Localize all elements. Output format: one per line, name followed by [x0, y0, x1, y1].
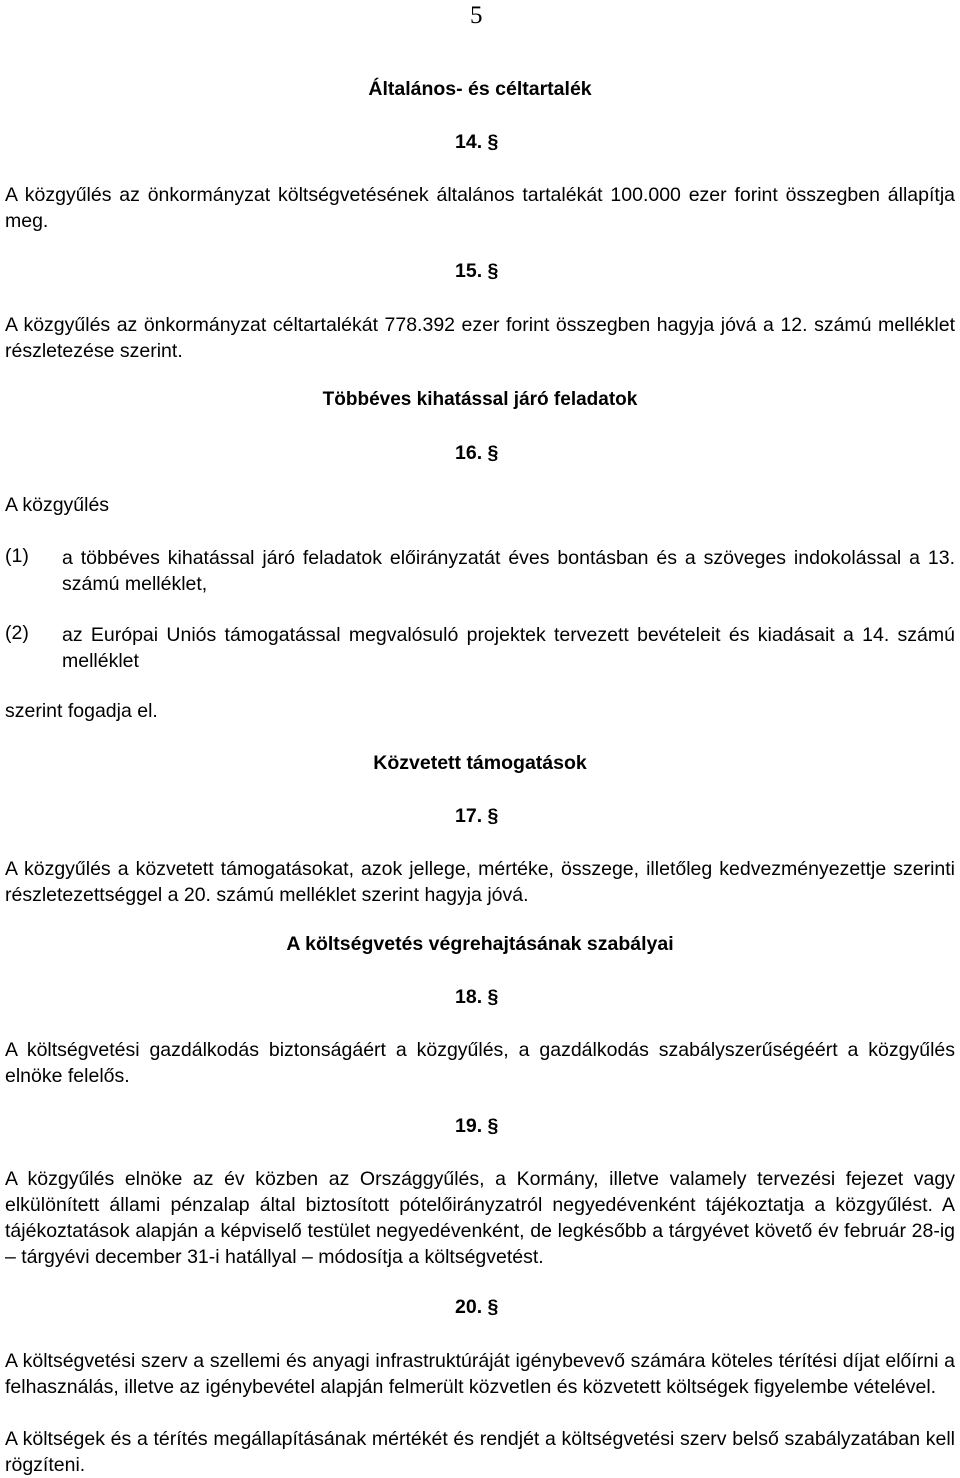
paragraph-14: A közgyűlés az önkormányzat költségvetésének általános tartalékát 100.000 ezer forint összegben állapítja meg. [5, 184, 955, 232]
list-item-number: (1) [5, 545, 29, 567]
paragraph-16-intro: A közgyűlés [5, 494, 110, 516]
heading-general-reserve: Általános- és céltartalék [368, 78, 592, 100]
section-16: 16. § [455, 442, 499, 464]
paragraph-17: A közgyűlés a közvetett támogatásokat, azok jellege, mértéke, összege, illetőleg kedvezményezettje szerinti részletezettséggel a 20. számú melléklet szerint hagyja jóvá. [5, 858, 955, 906]
heading-indirect-support: Közvetett támogatások [373, 752, 587, 774]
paragraph-20b: A költségek és a térítés megállapításának mértékét és rendjét a költségvetési szerv belső szabályzatában kell rögzíteni. [5, 1428, 955, 1476]
heading-budget-execution-rules: A költségvetés végrehajtásának szabályai [286, 933, 674, 955]
page-number: 5 [470, 2, 483, 29]
paragraph-19 [5, 1166, 955, 1270]
paragraph-19-sentence-2: A tájékoztatások alapján a képviselő testület negyedévenként, de legkésőbb a tárgyévet követő év február 28-ig – tárgyévi december 31-i hatállyal – módosítja a költségvetést. [5, 1194, 955, 1268]
section-20: 20. § [455, 1296, 499, 1318]
section-15: 15. § [455, 260, 499, 282]
paragraph-19-sentence-1: A közgyűlés elnöke az év közben az Országgyűlés, a Kormány, illetve valamely tervezési fejezet vagy elkülönített állami pénzalap által biztosított pótelőirányzatról negyedévenként tájékoztatja a közgyűlést. [5, 1168, 955, 1216]
section-18: 18. § [455, 986, 499, 1008]
section-14: 14. § [455, 131, 499, 153]
list-item-text: a többéves kihatással járó feladatok előirányzatát éves bontásban és a szöveges indokolással a 13. számú melléklet, [62, 547, 955, 595]
heading-multi-year-tasks: Többéves kihatással járó feladatok [322, 389, 638, 410]
section-17: 17. § [455, 805, 499, 827]
paragraph-15: A közgyűlés az önkormányzat céltartalékát 778.392 ezer forint összegben hagyja jóvá a 12. számú melléklet részletezése szerint. [5, 314, 955, 362]
paragraph-18: A költségvetési gazdálkodás biztonságáért a közgyűlés, a gazdálkodás szabályszerűségéért a közgyűlés elnöke felelős. [5, 1039, 955, 1087]
paragraph-20a: A költségvetési szerv a szellemi és anyagi infrastruktúráját igénybevevő számára köteles térítési díjat előírni a felhasználás, illetve az igénybevétel alapján felmerült közvetlen és közvetett költségek figyelembe vételével. [5, 1350, 955, 1398]
list-item-number: (2) [5, 622, 29, 644]
section-19: 19. § [455, 1115, 499, 1137]
paragraph-16-outro: szerint fogadja el. [5, 700, 158, 722]
list-item-text: az Európai Uniós támogatással megvalósuló projektek tervezett bevételeit és kiadásait a 14. számú melléklet [62, 624, 955, 672]
